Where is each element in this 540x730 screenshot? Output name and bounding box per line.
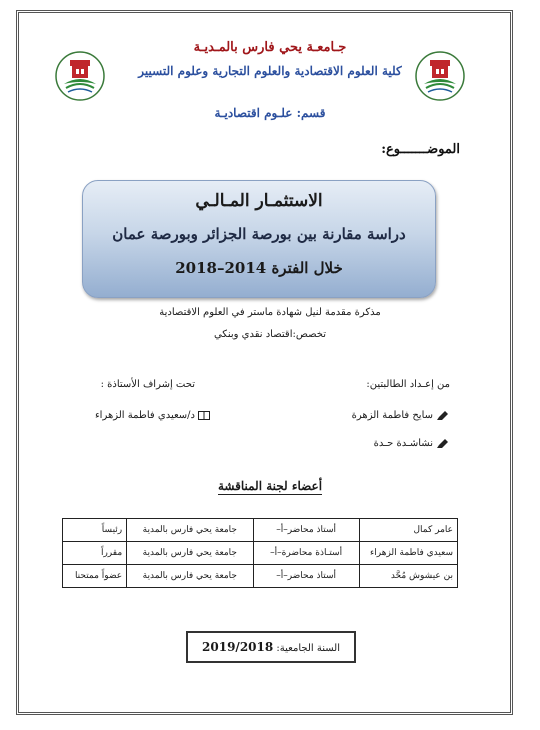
member-name: بن عيشوش مُحَّد xyxy=(359,565,457,588)
committee-title xyxy=(0,479,540,493)
student-name xyxy=(352,410,448,421)
member-name: عامر كمال xyxy=(359,519,457,542)
faculty-name: كلية العلوم الاقتصادية والعلوم التجارية وعلوم التسيير xyxy=(138,64,402,78)
member-role: عضواً ممتحنا xyxy=(63,565,127,588)
member-rank: أستـاذة محاضرة–أ– xyxy=(253,542,359,565)
student-name xyxy=(374,438,448,449)
pen-icon xyxy=(437,439,448,448)
member-institution: جامعة يحي فارس بالمدية xyxy=(127,519,253,542)
specialization: تخصص:اقتصاد نقدي وبنكي xyxy=(213,329,327,340)
thesis-period: خلال الفترة 2014–2018 xyxy=(175,259,343,277)
table-row xyxy=(63,519,458,542)
subject-label: الموضـــــــوع: xyxy=(381,142,460,157)
title-box xyxy=(82,180,436,298)
member-rank: أستاذ محاضر–أ– xyxy=(253,519,359,542)
supervisor-name-text: د/سعيدي فاطمة الزهراء xyxy=(94,410,195,421)
book-icon xyxy=(198,411,210,420)
committee-title-text: أعضاء لجنة المناقشة xyxy=(217,479,323,493)
academic-year-value: 2019/2018 xyxy=(202,640,274,654)
member-role: رئيساً xyxy=(63,519,127,542)
member-name: سعيدي فاطمة الزهراء xyxy=(359,542,457,565)
member-institution: جامعة يحي فارس بالمدية xyxy=(127,565,253,588)
thesis-title: الاستثمـار المـالـي xyxy=(195,191,323,211)
academic-year-box xyxy=(186,631,356,663)
memo-description: مذكرة مقدمة لنيل شهادة ماستر في العلوم الاقتصادية xyxy=(159,307,381,318)
student-name-text: سايح فاطمة الزهرة xyxy=(351,410,433,421)
committee-table xyxy=(62,518,458,588)
table-row xyxy=(63,565,458,588)
member-role: مقرراً xyxy=(63,542,127,565)
supervisor-name xyxy=(95,410,210,421)
department-name: قسم: علـوم اقتصاديـة xyxy=(214,106,326,120)
member-institution: جامعة يحي فارس بالمدية xyxy=(127,542,253,565)
university-name: جـامعـة يحي فارس بالمـديـة xyxy=(193,40,347,55)
table-row xyxy=(63,542,458,565)
students-label: من إعـداد الطالبتين: xyxy=(366,379,450,390)
pen-icon xyxy=(437,411,448,420)
supervisor-label: تحت إشراف الأستاذة : xyxy=(100,379,195,390)
thesis-subtitle: دراسة مقارنة بين بورصة الجزائر وبورصة عمان xyxy=(112,225,406,243)
member-rank: أستاذ محاضر–أ– xyxy=(253,565,359,588)
student-name-text: نشاشـدة حـدة xyxy=(373,438,433,449)
academic-year-label: السنة الجامعية: xyxy=(276,643,340,654)
